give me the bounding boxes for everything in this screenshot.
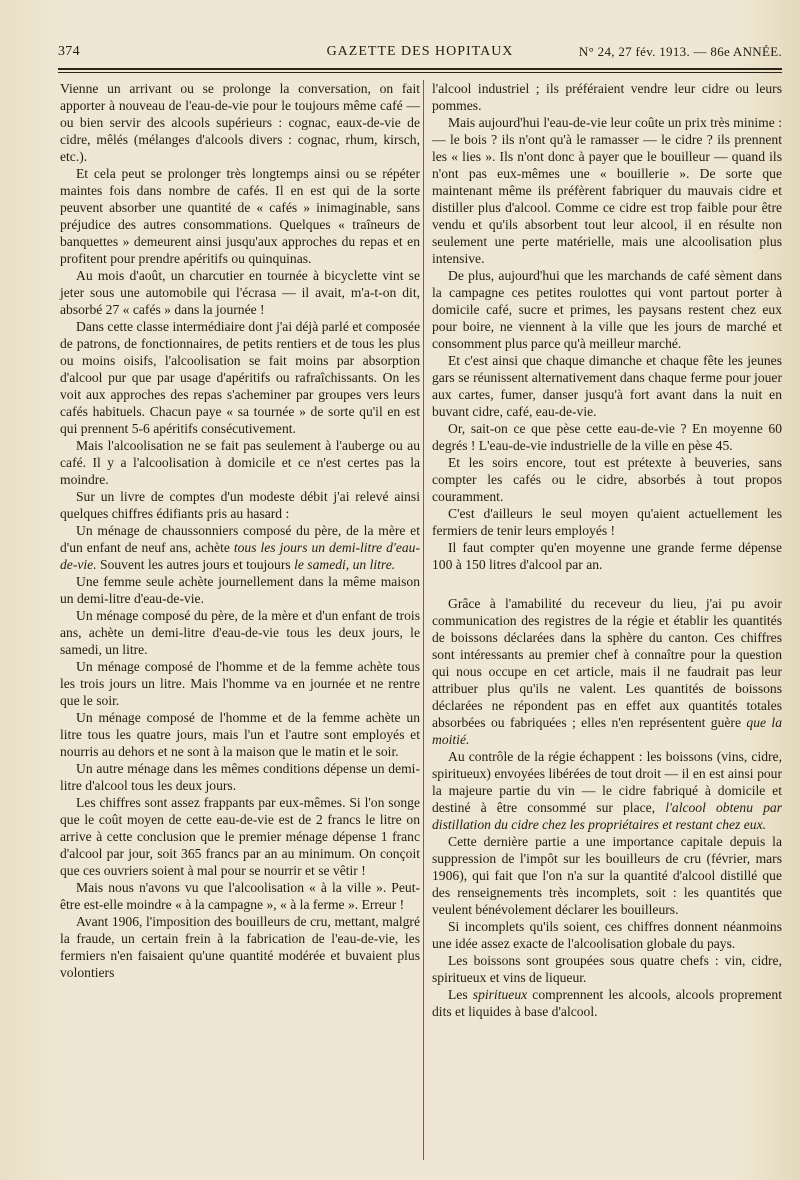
paragraph [60,709,420,760]
paragraph-text: Grâce à l'amabilité du receveur du lieu, j'ai pu avoir communication des registres de la régie et établir les quantités de boissons déclarées dans la sphère du canton. Ces chiffres sont intéressants au premier chef à connaître pour la question qui nous occupe en cet article, mais il ne faudrait pas leur attribuer plus qu'ils ne valent. Les quantités de boissons déclarées ne répondent pas en effet aux quantités totales absorbées ou fabriquées ; elles n'en représentent guère [432,596,782,730]
paragraph [60,573,420,607]
paragraph-text: Et c'est ainsi que chaque dimanche et chaque fête les jeunes gars se réunissent alternativement dans chaque ferme pour jouer aux cartes, fumer, danser jusqu'à fort avant dans la nuit en buvant cidre, café, eau-de-vie. [432,353,782,419]
paragraph [432,80,782,114]
paragraph-text: Un ménage de chaussonniers composé du père, de la mère et d'un enfant de neuf ans, achète [60,523,420,555]
paragraph [432,918,782,952]
paragraph-text: Si incomplets qu'ils soient, ces chiffres donnent néanmoins une idée assez exacte de l'alcoolisation globale du pays. [432,919,782,951]
publication-title: GAZETTE DES HOPITAUX [326,44,514,59]
paragraph [60,437,420,488]
paragraph-text: Dans cette classe intermédiaire dont j'ai déjà parlé et composée de patrons, de fonctionnaires, de petits rentiers et de tous les plus ou moins oisifs, l'alcoolisation se fait moins par absorption d'alcool pur que par usage d'apéritifs ou rafraîchissants. On les voit aux approches des repas s'acheminer par groupes vers leurs cafés habituels. Chacun paye « sa tournée » de sorte qu'il en est qui prennent 5-6 apéritifs consécutivement. [60,319,420,436]
paragraph [60,607,420,658]
paragraph [432,454,782,505]
paragraph-text: Cette dernière partie a une importance capitale depuis la suppression de l'impôt sur les bouilleurs de cru (février, mars 1906), qui fait que l'on n'a sur la quantité d'alcool distillé que des renseignements très incomplets, soit : les quantités que veulent bénévolement déclarer les bouilleurs. [432,834,782,917]
page-header [58,40,782,64]
paragraph-text: C'est d'ailleurs le seul moyen qu'aient actuellement les fermiers de tenir leurs employés ! [432,506,782,538]
paragraph [432,595,782,748]
italic-text: spiritueux [472,987,528,1002]
paragraph [60,318,420,437]
paragraph-text: Mais l'alcoolisation ne se fait pas seulement à l'auberge ou au café. Il y a l'alcoolisation à domicile et ce n'est certes pas la moindre. [60,438,420,487]
paragraph-text: Les boissons sont groupées sous quatre chefs : vin, cidre, spiritueux et vins de liqueur. [432,953,782,985]
paragraph-text: Souvent les autres jours et toujours [96,557,295,572]
left-column [60,80,420,981]
paragraph [60,80,420,165]
paragraph [432,539,782,573]
paragraph [60,658,420,709]
column-divider [423,80,424,1160]
paragraph-text: Au contrôle de la régie échappent : les boissons (vins, cidre, spiritueux) envoyées libérées de tout droit — il en est ainsi pour la majeure partie du vin — le cidre fabriqué à domicile et destiné à être consommé sur place, [432,749,782,815]
paragraph-text: Une femme seule achète journellement dans la même maison un demi-litre d'eau-de-vie. [60,574,420,606]
paragraph [60,913,420,981]
paragraph-text: comprennent les alcools, alcools proprement dits et liquides à base d'alcool. [432,987,783,1019]
paragraph-text: Vienne un arrivant ou se prolonge la conversation, on fait apporter à nouveau de l'eau-de-vie pour le toujours même café — ou bien servir des alcools supérieurs : cognac, eaux-de-vie de cidre, mêlés (mélanges d'alcools divers : cognac, rhum, kirsch, etc.). [60,81,420,164]
paragraph-text: Or, sait-on ce que pèse cette eau-de-vie ? En moyenne 60 degrés ! L'eau-de-vie industrielle de la ville en pèse 45. [432,421,782,453]
paragraph-text: Un ménage composé du père, de la mère et d'un enfant de trois ans, achète un demi-litre d'eau-de-vie tous les deux jours, le samedi, un litre. [60,608,420,657]
paragraph [432,352,782,420]
paragraph-text: Un ménage composé de l'homme et de la femme achète un litre tous les quatre jours, mais l'un et l'autre sont employés et nourris au dehors et ne sont à la maison que le matin et le soir. [60,710,420,759]
paragraph-text: Les [448,987,473,1002]
paragraph [60,522,420,573]
italic-text: que la moitié. [432,715,782,747]
paragraph-text: Un ménage composé de l'homme et de la femme achète tous les trois jours un litre. Mais l'homme va en journée et ne rentre que le soir. [60,659,420,708]
header-rule-thin [58,72,782,73]
paragraph-text: Un autre ménage dans les mêmes conditions dépense un demi-litre d'alcool tous les deux jours. [60,761,420,793]
paragraph [432,114,782,267]
paragraph-text: Mais nous n'avons vu que l'alcoolisation « à la ville ». Peut-être est-elle moindre « à la campagne », « à la ferme ». Erreur ! [60,880,420,912]
page-number: 374 [58,44,80,59]
paragraph [60,488,420,522]
italic-text: tous les jours un demi-litre d'eau-de-vie. [60,540,420,572]
paragraph [432,986,782,1020]
italic-text: le samedi, un litre. [294,557,396,572]
paragraph [432,505,782,539]
paragraph [60,760,420,794]
paragraph [432,833,782,918]
paragraph-text: Et cela peut se prolonger très longtemps ainsi ou se répéter maintes fois dans nombre de cafés. Il en est qui de la sorte peuvent absorber une quantité de « cafés » inimaginable, sans préjudice des autres consommations. Quelques « traîneurs de banquettes » demeurent ainsi jusqu'aux approches du repas et en profitent pour prendre apéritifs ou quinquinas. [60,166,420,266]
header-rule [58,68,782,70]
paragraph-text: Sur un livre de comptes d'un modeste débit j'ai relevé ainsi quelques chiffres édifiants pris au hasard : [60,489,420,521]
paragraph [432,952,782,986]
paragraph [60,879,420,913]
paragraph-text: Les chiffres sont assez frappants par eux-mêmes. Si l'on songe que le coût moyen de cette eau-de-vie est de 2 francs le litre on arrive à cette conclusion que le premier ménage dépense 1 franc d'alcool par jour, soit 365 francs par an au minimum. On conçoit que ces ouvriers soient à mal pour se nourrir et se vêtir ! [60,795,420,878]
paragraph [432,748,782,833]
paragraph-text: Avant 1906, l'imposition des bouilleurs de cru, mettant, malgré la fraude, un certain frein à la fabrication de l'eau-de-vie, les fermiers n'en faisaient qu'une quantité modérée et buvaient plus volontiers [60,914,420,980]
paragraph [60,794,420,879]
issue-info: N° 24, 27 fév. 1913. — 86e ANNÉE. [578,44,782,59]
paragraph [432,267,782,352]
paragraph-text: Mais aujourd'hui l'eau-de-vie leur coûte un prix très minime : — le bois ? ils n'ont qu'à le ramasser — le cidre ? ils prennent les « lies ». Ils n'ont donc à payer que le bouilleur — quand ils n'ont pas eux-mêmes une « bouillerie ». De sorte que maintenant même ils préfèrent fabriquer du mauvais cidre et distiller plus d'alcool. Comme ce cidre est trop faible pour être vendu et qu'ils absorbent tout leur alcool, il en résulte non seulement une perte matérielle, mais une alcoolisation plus intensive. [432,115,782,266]
paragraph [60,165,420,267]
right-column [432,80,782,1020]
paragraph-text: Au mois d'août, un charcutier en tournée à bicyclette vint se jeter sous une automobile qui l'écrasa — il avait, m'a-t-on dit, absorbé 27 « cafés » dans la journée ! [60,268,420,317]
italic-text: l'alcool obtenu par distillation du cidre chez les propriétaires et restant chez eux. [432,800,783,832]
paragraph-text: Il faut compter qu'en moyenne une grande ferme dépense 100 à 150 litres d'alcool par an. [432,540,782,572]
paragraph [60,267,420,318]
paragraph-text: De plus, aujourd'hui que les marchands de café sèment dans la campagne ces petites roulottes qui vont partout porter à domicile café, sucre et primes, les paysans restent chez eux pour boire, ne viennent à la ville que les jours de marché et consomment plus parce qu'à meilleur marché. [432,268,782,351]
paragraph-text: l'alcool industriel ; ils préféraient vendre leur cidre ou leurs pommes. [432,81,782,113]
paragraph-text: Et les soirs encore, tout est prétexte à beuveries, sans compter les cafés ou le cidre, absorbés à tout propos couramment. [432,455,782,504]
paragraph [432,420,782,454]
